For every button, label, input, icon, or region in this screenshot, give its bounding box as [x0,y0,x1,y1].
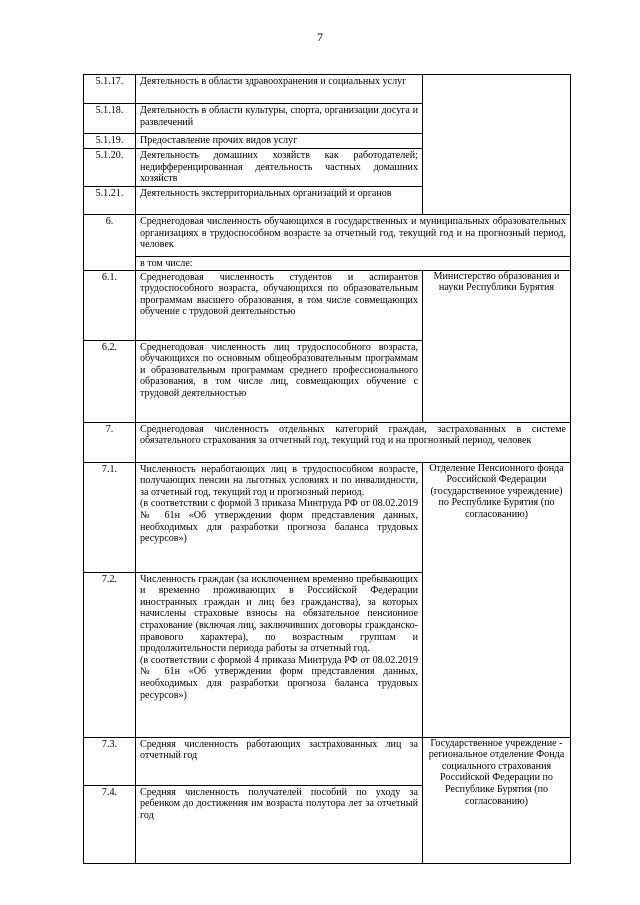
row-subheading: в том числе: [136,257,571,271]
row-number: 5.1.17. [84,75,136,104]
row-text: Деятельность в области культуры, спорта, организации досуга и развлечений [136,104,423,134]
row-number: 5.1.18. [84,104,136,134]
row-number: 7. [84,422,136,462]
row-number: 6.1. [84,270,136,340]
responsible-org: Отделение Пенсионного фонда Российской Федерации (государственное учреждение) по Республике Бурятия (по согласованию) [423,462,571,737]
row-main-text: Численность граждан (за исключением временно пребывающих и временно проживающих в Российской Федерации иностранных граждан и лиц без гражданства), за которых начислены страховые взносы на обязательное пенсионное страхование (включая лиц, заключивших договоры гражданско-правового характера), по возрастным группам и продолжительности периода работы за отчетный год. [140,573,418,655]
table-row [84,257,571,271]
row-note: (в соответствии с формой 4 приказа Минтруда РФ от 08.02.2019 № 61н «Об утверждении форм представления данных, необходимых для разработки прогноза баланса трудовых ресурсов») [140,654,418,701]
row-text: Предоставление прочих видов услуг [136,134,423,149]
row-number: 7.1. [84,462,136,572]
row-text: Среднегодовая численность обучающихся в государственных и муниципальных образовательных организациях в трудоспособном возрасте за отчетный год, текущий год и на прогнозный период, человек [136,215,571,257]
row-text [136,572,423,737]
row-text: Средняя численность получателей пособий по уходу за ребенком до достижения им возраста полутора лет за отчетный год [136,785,423,863]
row-text: Деятельность экстерриториальных организаций и органов [136,187,423,215]
row-text: Деятельность домашних хозяйств как работодателей; недифференцированная деятельность частных домашних хозяйств [136,149,423,187]
row-number: 5.1.19. [84,134,136,149]
org-cell-empty [423,75,571,215]
row-text: Среднегодовая численность студентов и аспирантов трудоспособного возраста, обучающихся по образовательным программам высшего образования, в том числе совмещающих обучение с трудовой деятельностью [136,270,423,340]
page-number: 7 [317,30,323,44]
table-row [84,737,571,785]
responsible-org: Министерство образования и науки Республики Бурятия [423,270,571,422]
table-row [84,462,571,572]
table-row [84,75,571,104]
table-row [84,422,571,462]
row-number: 5.1.21. [84,187,136,215]
row-number: 6. [84,215,136,271]
row-note: (в соответствии с формой 3 приказа Минтруда РФ от 08.02.2019 № 61н «Об утверждении форм представления данных, необходимых для разработки прогноза баланса трудовых ресурсов») [140,498,418,545]
row-number: 7.3. [84,737,136,785]
row-text: Среднегодовая численность отдельных категорий граждан, застрахованных в системе обязательного страхования за отчетный год, текущий год и на прогнозный период, человек [136,422,571,462]
data-table [83,74,571,864]
row-number: 6.2. [84,340,136,422]
table-row [84,215,571,257]
responsible-org: Государственное учреждение - региональное отделение Фонда социального страхования Российской Федерации по Республике Бурятия (по согласованию) [423,737,571,863]
row-text [136,462,423,572]
row-main-text: Численность неработающих лиц в трудоспособном возрасте, получающих пенсии на льготных условиях и по инвалидности, за отчетный год, текущий год и прогнозный период. [140,463,418,498]
row-number: 7.4. [84,785,136,863]
table-row [84,270,571,340]
row-text: Средняя численность работающих застрахованных лиц за отчетный год [136,737,423,785]
row-text: Среднегодовая численность лиц трудоспособного возраста, обучающихся по основным общеобразовательным программам и образовательным программам среднего профессионального образования, в том числе лиц, совмещающих обучение с трудовой деятельностью [136,340,423,422]
row-number: 5.1.20. [84,149,136,187]
row-text: Деятельность в области здравоохранения и социальных услуг [136,75,423,104]
row-number: 7.2. [84,572,136,737]
